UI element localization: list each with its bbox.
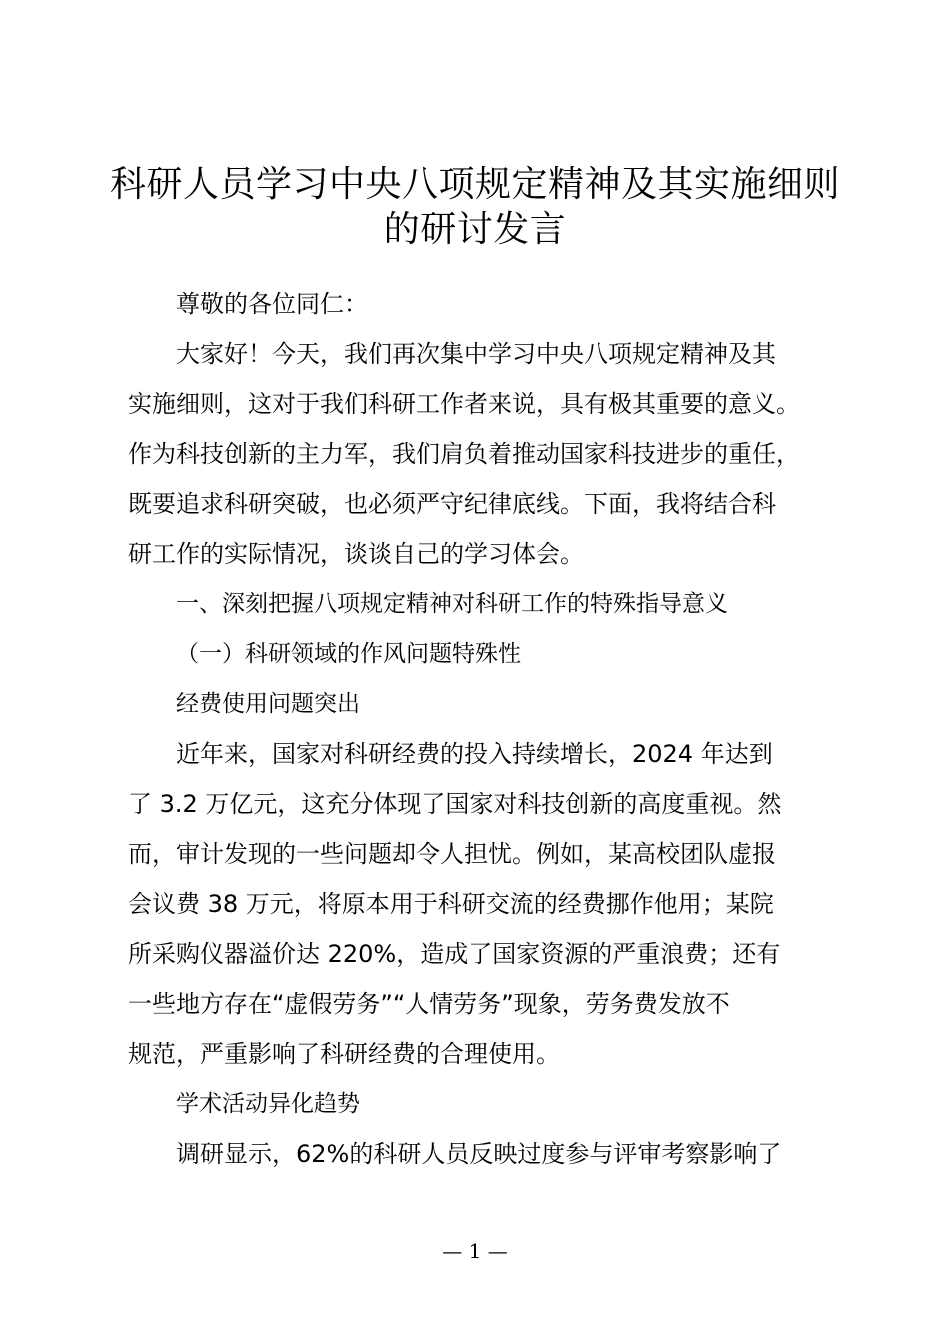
document-title-line-2: 的研讨发言 [383, 209, 567, 250]
paragraph-line: 大家好！今天，我们再次集中学习中央八项规定精神及其 [176, 340, 776, 368]
salutation: 尊敬的各位同仁： [176, 290, 368, 318]
topic-heading: 经费使用问题突出 [176, 691, 360, 717]
paragraph-line: 作为科技创新的主力军，我们肩负着推动国家科技进步的重任， [128, 440, 800, 468]
paragraph-line: 近年来，国家对科研经费的投入持续增长，2024 年达到 [176, 740, 773, 768]
paragraph-line: 了 3.2 万亿元，这充分体现了国家对科技创新的高度重视。然 [128, 790, 782, 818]
paragraph-line: 会议费 38 万元，将原本用于科研交流的经费挪作他用；某院 [128, 890, 774, 918]
paragraph-line: 既要追求科研突破，也必须严守纪律底线。下面，我将结合科 [128, 490, 776, 518]
paragraph-line: 一些地方存在“虚假劳务”“人情劳务”现象，劳务费发放不 [128, 990, 730, 1018]
subsection-heading: （一）科研领域的作风问题特殊性 [176, 641, 521, 667]
section-heading: 一、深刻把握八项规定精神对科研工作的特殊指导意义 [176, 591, 728, 617]
paragraph-line: 所采购仪器溢价达 220%，造成了国家资源的严重浪费；还有 [128, 940, 781, 968]
paragraph-line: 实施细则，这对于我们科研工作者来说，具有极其重要的意义。 [128, 390, 800, 418]
paragraph-line: 规范，严重影响了科研经费的合理使用。 [128, 1040, 560, 1068]
page-number: — 1 — [442, 1239, 508, 1263]
paragraph-line: 研工作的实际情况，谈谈自己的学习体会。 [128, 540, 584, 568]
document-title-line-1: 科研人员学习中央八项规定精神及其实施细则 [109, 164, 840, 205]
paragraph-line: 调研显示，62%的科研人员反映过度参与评审考察影响了 [176, 1140, 782, 1168]
topic-heading: 学术活动异化趋势 [176, 1091, 360, 1117]
paragraph-line: 而，审计发现的一些问题却令人担忧。例如，某高校团队虚报 [128, 840, 776, 868]
